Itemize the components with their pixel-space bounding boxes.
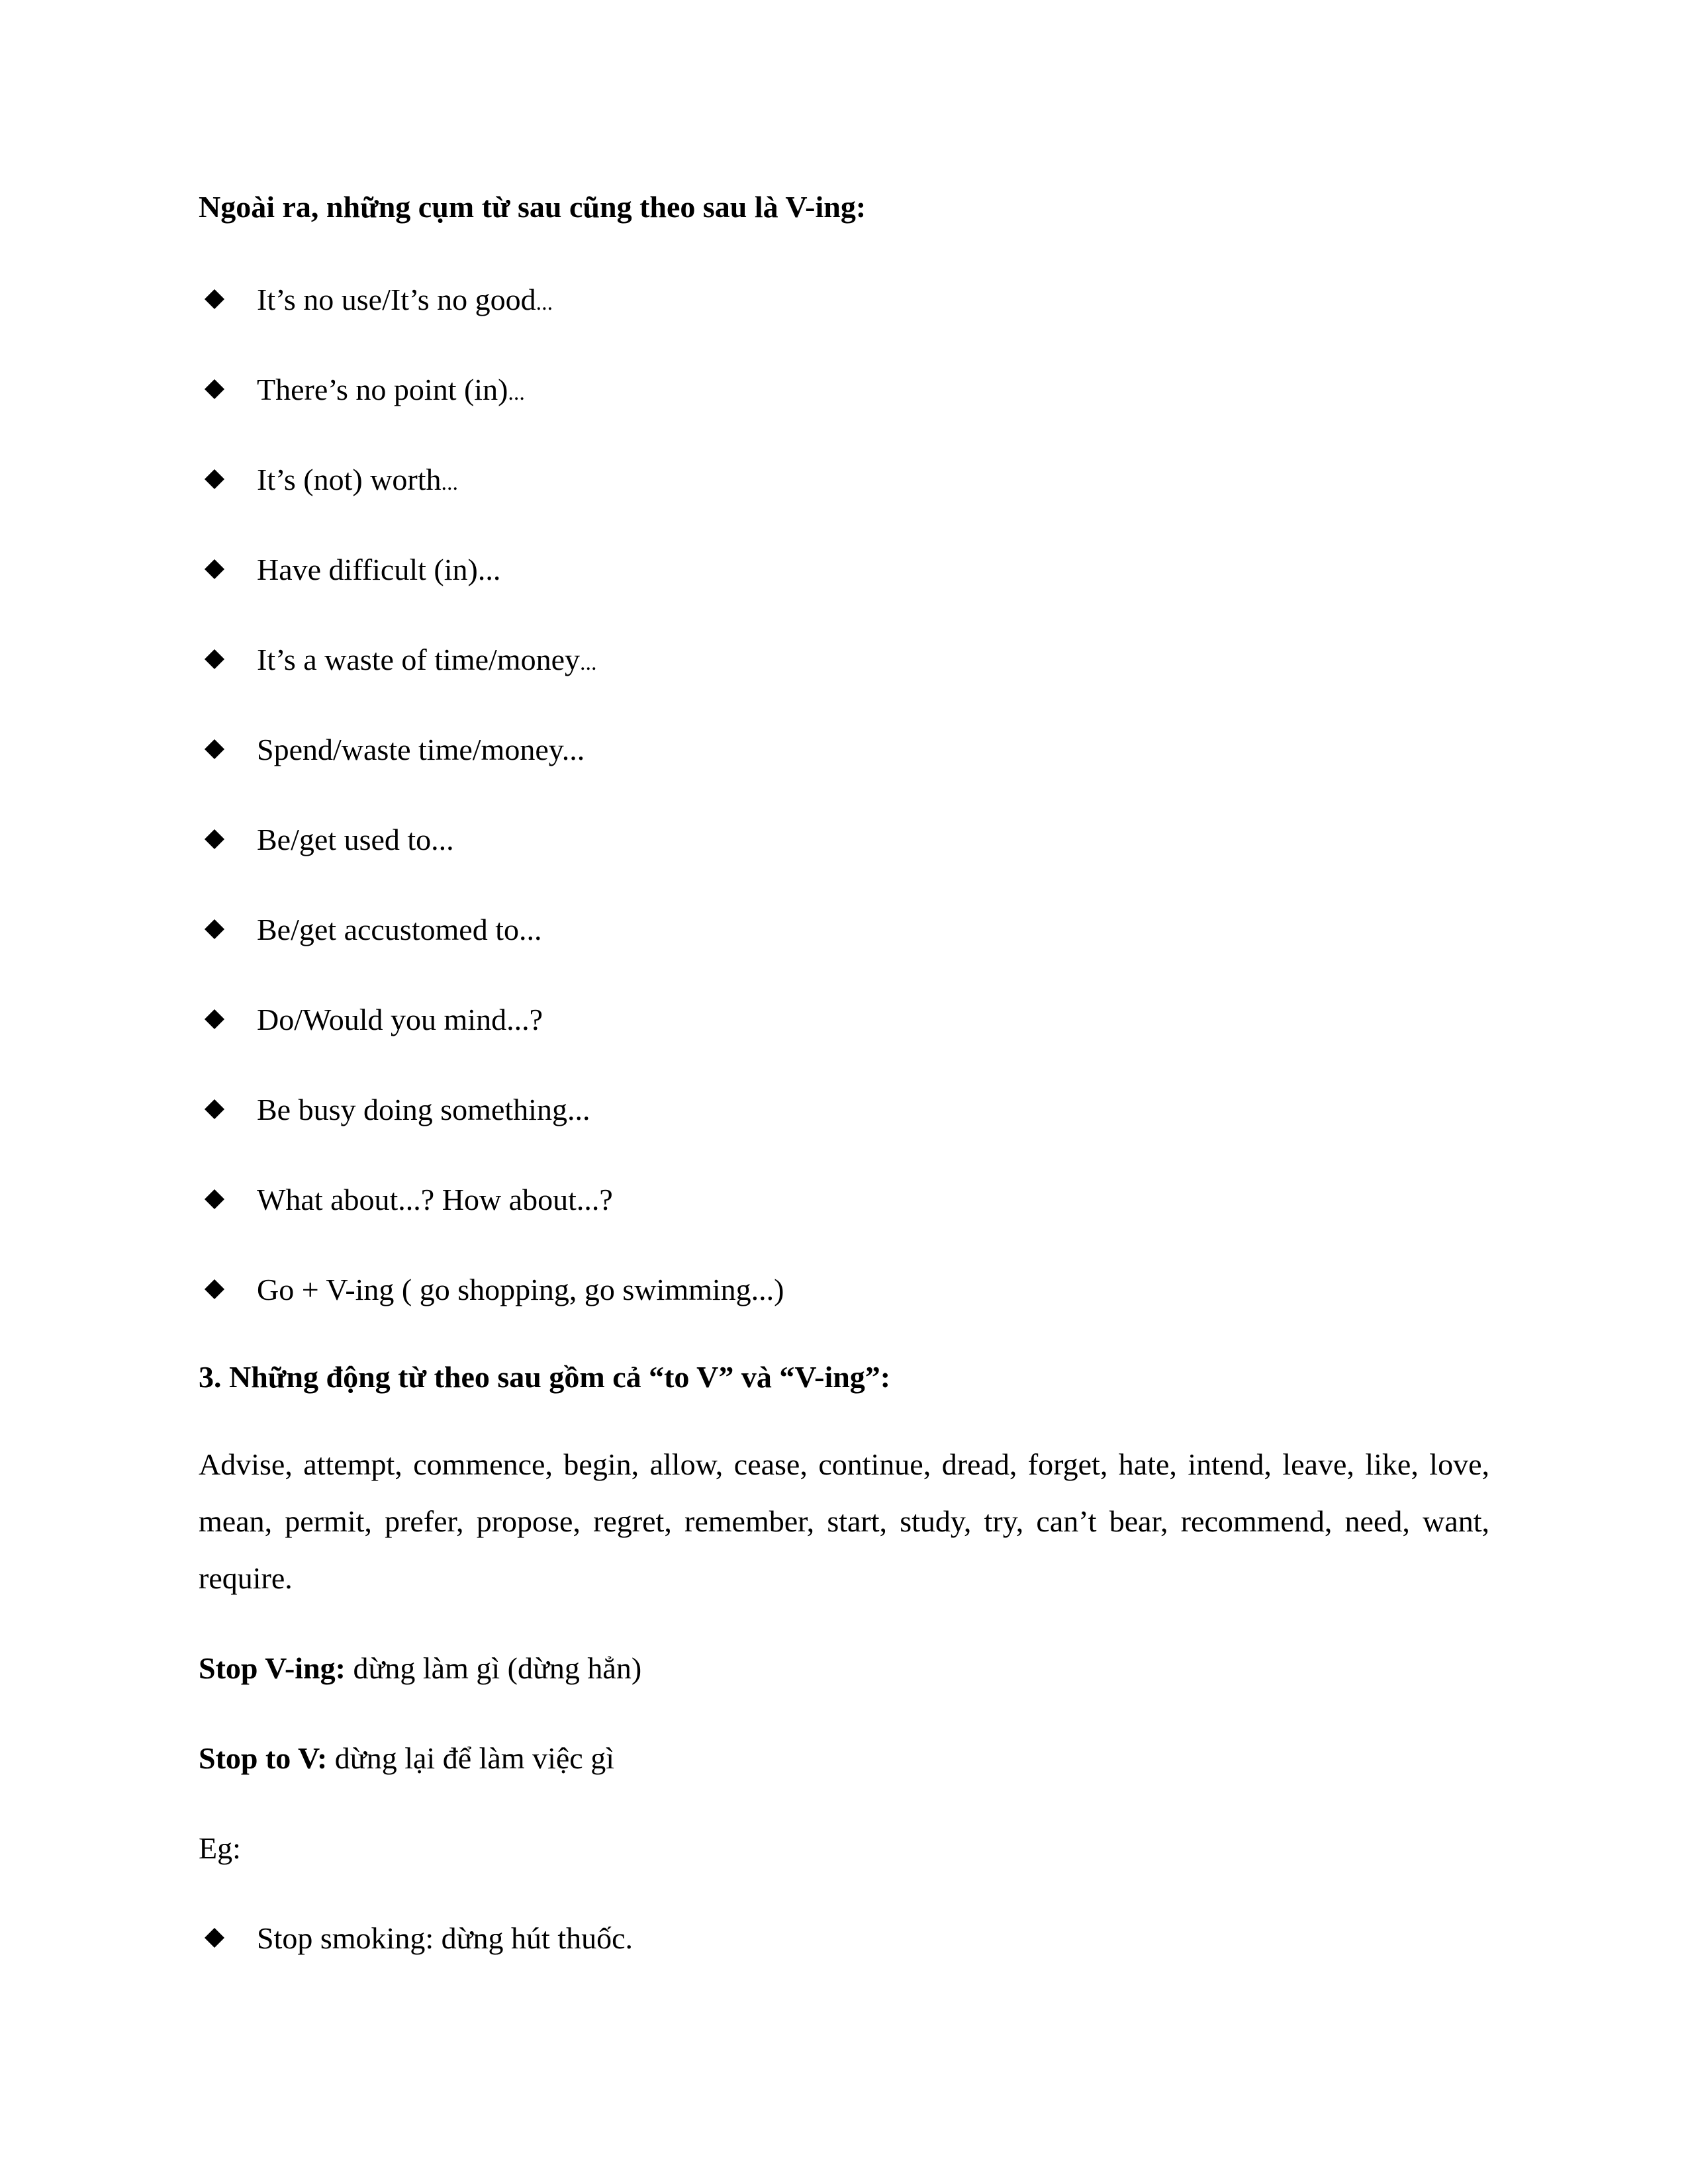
definition-term: Stop V-ing: [199, 1651, 346, 1685]
list-item-text: Be busy doing something... [257, 1093, 590, 1126]
document-page [199, 192, 1489, 2013]
diamond-icon [204, 1189, 225, 1210]
example-list [199, 1923, 1489, 2013]
list-item [199, 465, 1489, 555]
stop-tov-definition [199, 1743, 1489, 1774]
list-item [199, 1275, 1489, 1365]
diamond-icon [204, 1279, 225, 1300]
diamond-icon [204, 1009, 225, 1030]
diamond-icon [204, 1927, 225, 1948]
definition-meaning: dừng làm gì (dừng hẳn) [345, 1651, 642, 1685]
example-label: Eg: [199, 1831, 241, 1865]
list-item [199, 1185, 1489, 1275]
list-item-text: Have difficult (in)... [257, 553, 501, 586]
verbs-paragraph: Advise, attempt, commence, begin, allow, cease, continue, dread, forget, hate, intend, leave, like, love, mean, permit, prefer, propose, regret, remember, start, study, try, can’t bear, recommend, need, want, require. [199, 1447, 1489, 1595]
list-item [199, 1005, 1489, 1095]
diamond-icon [204, 379, 225, 400]
list-item [199, 645, 1489, 735]
list-item [199, 735, 1489, 825]
list-item-text: It’s no use/It’s no good... [257, 283, 553, 316]
list-item [199, 285, 1489, 375]
list-item [199, 555, 1489, 645]
list-item [199, 825, 1489, 915]
diamond-icon [204, 469, 225, 490]
list-item-text: Go + V-ing ( go shopping, go swimming...) [257, 1273, 784, 1306]
intro-heading: Ngoài ra, những cụm từ sau cũng theo sau là V-ing: [199, 190, 867, 224]
diamond-icon [204, 1099, 225, 1120]
list-item-text: Spend/waste time/money... [257, 733, 585, 766]
list-item-text: It’s (not) worth... [257, 463, 459, 496]
list-item [199, 375, 1489, 465]
list-item-text: Be/get accustomed to... [257, 913, 542, 946]
list-item-text: Stop smoking: dừng hút thuốc. [257, 1921, 633, 1955]
diamond-icon [204, 289, 225, 310]
definition-meaning: dừng lại để làm việc gì [327, 1741, 614, 1775]
list-item-text: What about...? How about...? [257, 1183, 613, 1216]
section-3-heading: 3. Những động từ theo sau gồm cả “to V” và “V-ing”: [199, 1360, 891, 1394]
diamond-icon [204, 919, 225, 940]
phrase-list [199, 285, 1489, 1365]
list-item-text: There’s no point (in)... [257, 373, 525, 406]
diamond-icon [204, 829, 225, 850]
stop-ving-definition [199, 1653, 1489, 1684]
list-item-text: It’s a waste of time/money... [257, 643, 597, 676]
diamond-icon [204, 649, 225, 670]
list-item [199, 915, 1489, 1005]
diamond-icon [204, 739, 225, 760]
list-item [199, 1923, 1489, 2013]
definition-term: Stop to V: [199, 1741, 328, 1775]
list-item-text: Be/get used to... [257, 823, 454, 856]
list-item [199, 1095, 1489, 1185]
diamond-icon [204, 559, 225, 580]
list-item-text: Do/Would you mind...? [257, 1003, 543, 1036]
